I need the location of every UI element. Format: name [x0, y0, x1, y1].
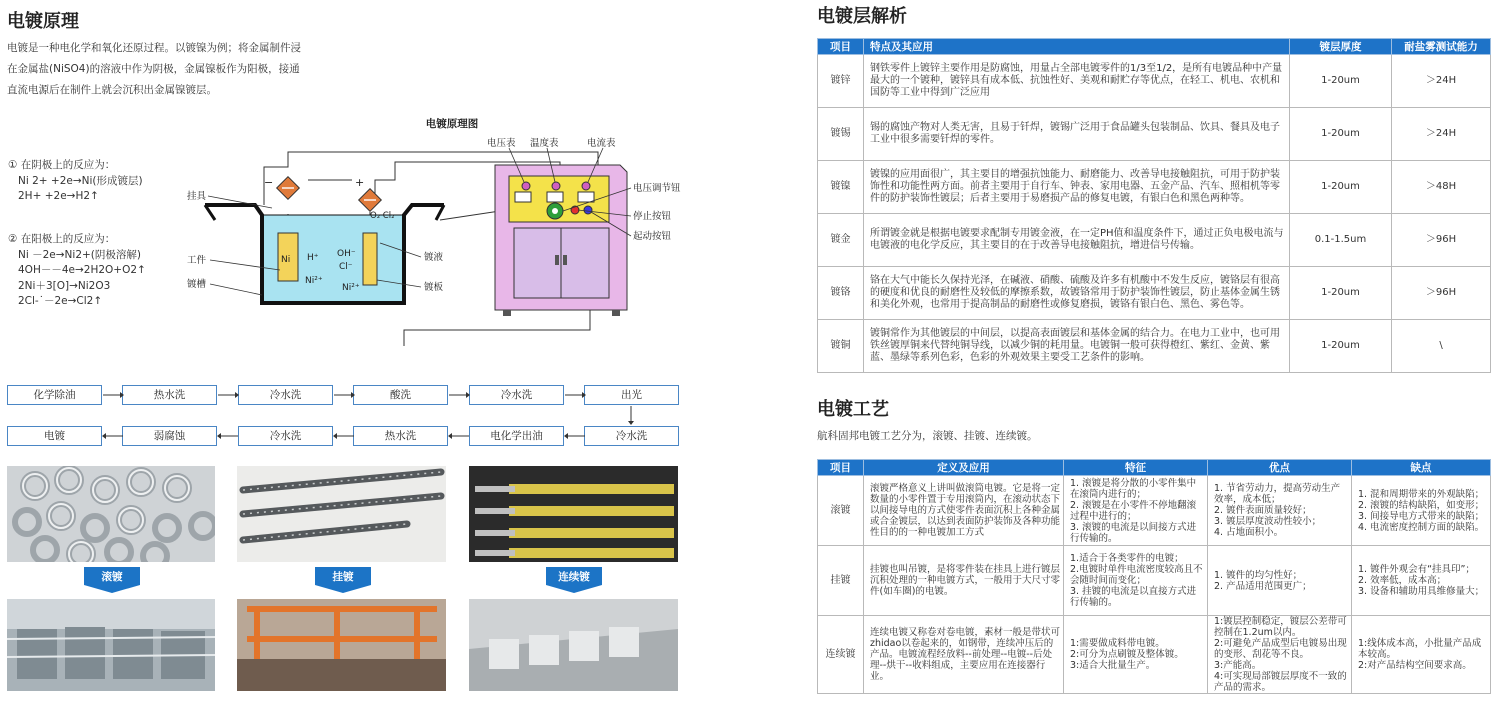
rack-parts-photo [237, 466, 446, 562]
process-step: 冷水洗 [238, 385, 333, 405]
arrow-left-icon [563, 426, 587, 446]
process-step: 化学除油 [7, 385, 102, 405]
arrow-left-icon [332, 426, 356, 446]
ni2-right-label: Ni²⁺ [342, 283, 360, 293]
reaction-line: 2Cl-˙－2e→Cl2↑ [18, 295, 103, 307]
arrow-left-icon [447, 426, 471, 446]
cell-salt: ＞24H [1392, 55, 1491, 108]
label-start-button: 起动按钮 [633, 231, 672, 242]
cell-pro: 1. 节省劳动力，提高劳动生产效率，成本低； 2. 镀件表面质量较好； 3. 镀层厚度波动性较小； 4. 占地面积小。 [1208, 476, 1352, 546]
cell-feature: 1:需要做成料带电镀。 2:可分为点刷镀及整体镀。 3:适合大批量生产。 [1064, 616, 1208, 694]
process-step: 热水洗 [353, 426, 448, 446]
principle-paragraph [7, 38, 301, 101]
cell-name: 连续镀 [818, 616, 864, 694]
barrel-parts-photo [7, 466, 215, 562]
power-supply-cabinet [495, 165, 627, 316]
table-row [818, 616, 1491, 694]
cell-salt: ＞96H [1392, 214, 1491, 267]
craft-intro: 航科固邦电镀工艺分为，滚镀、挂镀、连续镀。 [817, 430, 1038, 442]
cell-definition: 连续电镀又称卷对卷电镀，素材一般是带状可zhidao以卷起来的，如钢带，连续冲压后的产品。电镀流程经放料--前处理--电镀--后处理--烘干--收料组成，主要应用在连接器行业。 [864, 616, 1064, 694]
process-step: 弱腐蚀 [122, 426, 217, 446]
arrow-left-icon [101, 426, 125, 446]
cell-definition: 滚镀严格意义上讲叫做滚筒电镀。它是将一定数量的小零件置于专用滚筒内，在滚动状态下以间接导电的方式使零件表面沉积上各种金属或合金镀层，以达到表面防护装饰及各种功能性目的的一种电镀加工方式 [864, 476, 1064, 546]
process-step: 电化学出油 [469, 426, 564, 446]
craft-table-header [818, 460, 1491, 476]
label-stop-button: 停止按钮 [633, 211, 672, 222]
arrow-right-icon [101, 385, 125, 405]
process-step: 出光 [584, 385, 679, 405]
cell-pro: 1:镀层控制稳定，镀层公差带可控制在1.2um以内。 2:可避免产品成型后电镀易出现的变形、刮花等不良。 3:产能高。 4:可实现局部镀层厚度不一致的产品的需求。 [1208, 616, 1352, 694]
cell-salt: \ [1392, 320, 1491, 373]
table-row [818, 161, 1491, 214]
table-row [818, 476, 1491, 546]
diagram-title: 电镀原理图 [425, 118, 479, 130]
cell-con: 1:线体成本高，小批量产品成本较高。 2:对产品结构空间要求高。 [1352, 616, 1491, 694]
reaction-line: Ni －2e→Ni2+(阴极溶解) [18, 248, 141, 261]
table-row [818, 55, 1491, 108]
col-header: 耐盐雾测试能力 [1392, 39, 1491, 55]
col-header: 项目 [818, 39, 864, 55]
label-guaju: 挂具 [187, 191, 207, 202]
label-gongjian: 工件 [187, 255, 207, 266]
method-label-barrel: 滚镀 [101, 571, 123, 583]
cell-thickness: 0.1-1.5um [1290, 214, 1392, 267]
cell-definition: 挂镀也叫吊镀，是将零件装在挂具上进行镀层沉积处理的一种电镀方式，一般用于大尺寸零件(如车圈)的电镀。 [864, 546, 1064, 616]
o2cl2-label: O₂ Cl₂ [370, 211, 395, 221]
craft-title: 电镀工艺 [817, 399, 889, 420]
reaction-line: 4OH－－4e→2H2O+O2↑ [18, 264, 146, 276]
table-row [818, 214, 1491, 267]
cell-desc: 镀铜常作为其他镀层的中间层，以提高表面镀层和基体金属的结合力。在电力工业中，也可用铁丝镀厚铜来代替纯铜导线，以减少铜的耗用量。电镀铜一般可获得橙红、紫红、金黄、紫蓝、墨绿等系列色彩，色彩的外观效果主要受工艺条件的影响。 [864, 320, 1290, 373]
arrow-right-icon [332, 385, 356, 405]
arrow-right-icon [447, 385, 471, 405]
rack-line-photo [237, 599, 446, 691]
barrel-line-photo [7, 599, 215, 691]
continuous-parts-photo [469, 466, 678, 562]
table-row [818, 267, 1491, 320]
reaction-line: Ni 2+ +2e→Ni(形成镀层) [18, 174, 143, 187]
cell-feature: 1.适合于各类零件的电镀； 2.电镀时单件电流密度较高且不会随时间而变化； 3. 挂镀的电流是以直接方式进行传输的。 [1064, 546, 1208, 616]
nickel-plate [363, 233, 377, 285]
col-header: 项目 [818, 460, 864, 476]
reaction-line: 2Ni＋3[O]→Ni2O3 [18, 279, 111, 292]
cell-feature: 1. 滚镀是将分散的小零件集中在滚筒内进行的； 2. 滚镀是在小零件不停地翻滚过程中进行的； 3. 滚镀的电流是以间接方式进行传输的。 [1064, 476, 1208, 546]
label-ammeter: 电流表 [587, 138, 616, 149]
cell-salt: ＞48H [1392, 161, 1491, 214]
cell-name: 镀锡 [818, 108, 864, 161]
cell-con: 1. 镀件外观会有“挂具印”； 2. 效率低，成本高； 3. 设备和辅助用具维修量大； [1352, 546, 1491, 616]
cell-desc: 镀镍的应用面很广，其主要目的增强抗蚀能力、耐磨能力、改善导电接触阻抗，可用于防护装饰性和功能性两方面。前者主要用于自行车、钟表、家用电器、五金产品、汽车、照相机等零件的防护装饰性镀层；后者主要用于易磨损产品的修复电镀，有银白色和黑色两种等。 [864, 161, 1290, 214]
process-step: 冷水洗 [584, 426, 679, 446]
anode-plus: + [355, 176, 365, 189]
process-step: 酸洗 [353, 385, 448, 405]
cell-desc: 所谓镀金就是根据电镀要求配制专用镀金液，在一定PH值和温度条件下，通过正负电极电流与电镀液的电化学反应，其主要目的在于改善导电接触阻抗，增进信号传输。 [864, 214, 1290, 267]
cell-thickness: 1-20um [1290, 267, 1392, 320]
principle-title: 电镀原理 [7, 11, 79, 32]
cell-thickness: 1-20um [1290, 161, 1392, 214]
cell-name: 镀金 [818, 214, 864, 267]
cathode-reaction [8, 158, 143, 205]
process-step: 冷水洗 [238, 426, 333, 446]
cell-thickness: 1-20um [1290, 55, 1392, 108]
cell-name: 镀铬 [818, 267, 864, 320]
cell-desc: 锡的腐蚀产物对人类无害，且易于钎焊，镀锡广泛用于食品罐头包装制品、饮具、餐具及电子工业中很多需要钎焊的零件。 [864, 108, 1290, 161]
craft-table [817, 459, 1491, 694]
cathode-minus: − [264, 176, 274, 189]
cell-thickness: 1-20um [1290, 108, 1392, 161]
cell-desc: 铬在大气中能长久保持光泽，在碱液、硝酸、硫酸及许多有机酸中不发生反应，镀铬层有很高的硬度和优良的耐磨性及较低的摩擦系数，故镀铬常用于防护装饰性镀层，防止基体金属生锈和美化外观，也常用于提高制品的耐磨性或修复磨损，镀铬有银白色、黑色、雾色等。 [864, 267, 1290, 320]
label-duye: 镀液 [424, 252, 444, 263]
arrow-right-icon [563, 385, 587, 405]
col-header: 镀层厚度 [1290, 39, 1392, 55]
cell-desc: 钢铁零件上镀锌主要作用是防腐蚀，用量占全部电镀零件的1/3至1/2，是所有电镀品种中产量最大的一个镀种，镀锌具有成本低、抗蚀性好、美观和耐贮存等优点，在轻工、机电、农机和国防等工业中得到广泛应用 [864, 55, 1290, 108]
method-label-continuous: 连续镀 [558, 571, 590, 583]
table-row [818, 320, 1491, 373]
plating-tank [205, 205, 444, 303]
col-header: 缺点 [1352, 460, 1491, 476]
cell-name: 镀锌 [818, 55, 864, 108]
label-voltmeter: 电压表 [487, 138, 516, 149]
cell-name: 挂镀 [818, 546, 864, 616]
cell-salt: ＞24H [1392, 108, 1491, 161]
oh-label: OH⁻ [337, 249, 356, 259]
cell-name: 滚镀 [818, 476, 864, 546]
col-header: 特点及其应用 [864, 39, 1290, 55]
coating-table [817, 38, 1491, 373]
electrode-connectors [264, 176, 381, 211]
method-label-rack: 挂镀 [332, 571, 354, 583]
arrow-right-icon [216, 385, 240, 405]
ni2-left-label: Ni²⁺ [305, 276, 323, 286]
h-plus-label: H⁺ [307, 253, 319, 263]
reaction-line: 2H+ +2e→H2↑ [18, 190, 99, 202]
col-header: 优点 [1208, 460, 1352, 476]
label-duban: 镀板 [424, 282, 444, 293]
continuous-line-photo [469, 599, 678, 691]
label-thermometer: 温度表 [530, 138, 559, 149]
col-header: 定义及应用 [864, 460, 1064, 476]
reaction-line: ① 在阴极上的反应为： [8, 159, 116, 171]
label-voltage-knob: 电压调节钮 [633, 183, 681, 194]
anode-reaction [8, 232, 146, 310]
principle-line: 直流电源后在制件上就会沉积出金属镍镀层。 [7, 84, 217, 96]
process-step: 冷水洗 [469, 385, 564, 405]
cl-label: Cl⁻ [339, 262, 353, 272]
process-step: 电镀 [7, 426, 102, 446]
cell-pro: 1. 镀件的均匀性好； 2. 产品适用范围更广； [1208, 546, 1352, 616]
principle-line: 电镀是一种电化学和氧化还原过程。以镀镍为例；将金属制件浸 [7, 42, 301, 54]
cell-name: 镀镍 [818, 161, 864, 214]
ni-label: Ni [281, 255, 291, 265]
table-row [818, 108, 1491, 161]
arrow-left-icon [216, 426, 240, 446]
col-header: 特征 [1064, 460, 1208, 476]
cell-thickness: 1-20um [1290, 320, 1392, 373]
process-step: 热水洗 [122, 385, 217, 405]
principle-line: 在金属盐(NiSO4)的溶液中作为阴极，金属镍板作为阳极，接通 [7, 63, 300, 75]
coating-table-header [818, 39, 1491, 55]
cell-name: 镀铜 [818, 320, 864, 373]
cell-con: 1. 混和周期带来的外观缺陷； 2. 滚镀的结构缺陷，如变形； 3. 间接导电方式带来的缺陷； 4. 电流密度控制方面的缺陷。 [1352, 476, 1491, 546]
label-ducao: 镀槽 [187, 279, 207, 290]
coating-title: 电镀层解析 [817, 6, 907, 27]
arrow-down-icon [624, 405, 638, 426]
table-row [818, 546, 1491, 616]
cell-salt: ＞96H [1392, 267, 1491, 320]
reaction-line: ② 在阳极上的反应为： [8, 233, 116, 245]
